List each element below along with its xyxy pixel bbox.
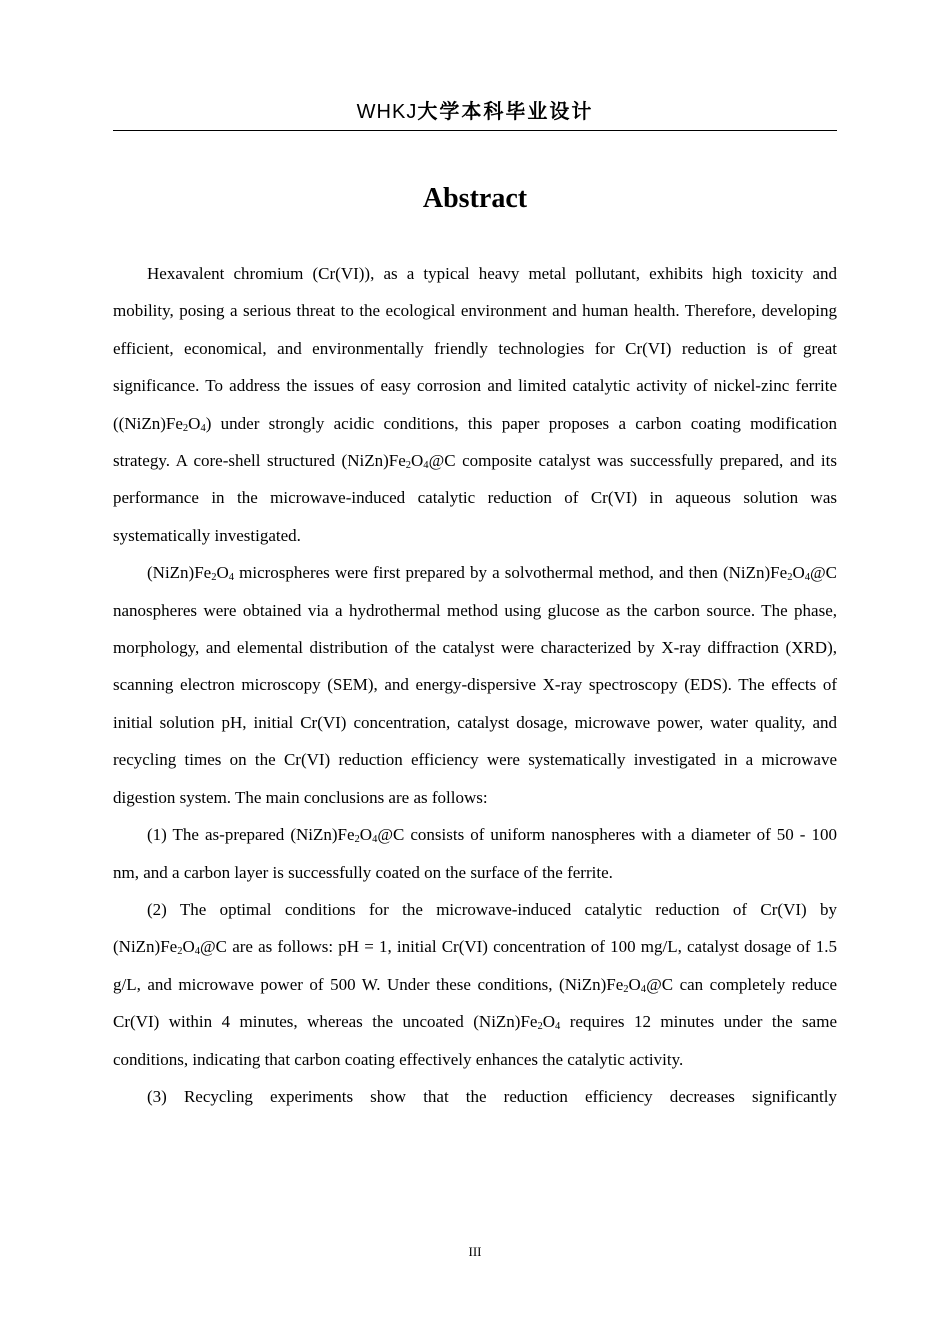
paragraph-1-text-1: Hexavalent chromium (Cr(VI)), as a typical heavy metal pollutant, exhibits high toxicity and mobility, posing a serious threat to the ecological environment and human health. Therefore, developing efficient, economical, and environmentally friendly technologies for Cr(VI) reduction is of great significance. To address the issues of easy corrosion and limited catalytic activity of nickel-zinc ferrite ( — [113, 264, 837, 433]
formula-part: (NiZn)Fe — [722, 563, 788, 583]
formula-part: O — [182, 937, 195, 957]
paragraph-4 — [113, 891, 837, 1078]
formula-subscript: 2 — [787, 572, 793, 584]
running-header — [0, 95, 950, 124]
formula-subscript: 2 — [182, 422, 189, 434]
paragraph-3-text-1: (1) The as-prepared — [147, 825, 291, 845]
formula-part: @C — [810, 563, 837, 583]
formula-part: (NiZn)Fe — [147, 563, 212, 583]
formula-part: (NiZn)Fe — [113, 937, 178, 957]
formula-subscript: 2 — [405, 459, 412, 471]
abstract-body — [113, 255, 837, 1115]
paragraph-2-text-1: microspheres were first prepared by a solvothermal method, and then — [234, 563, 723, 583]
paragraph-2 — [113, 554, 837, 816]
formula-subscript: 2 — [177, 946, 183, 958]
ferrite-formula — [473, 1012, 560, 1031]
composite-formula — [342, 451, 456, 470]
formula-part: O — [216, 563, 229, 583]
formula-part: O — [411, 451, 424, 471]
composite-formula — [559, 975, 673, 994]
formula-subscript: 2 — [354, 833, 360, 845]
paragraph-3 — [113, 816, 837, 891]
paragraph-5-text-1: (3) Recycling experiments show that the reduction efficiency decreases significantly — [147, 1086, 837, 1106]
paragraph-2-text-2: nanospheres were obtained via a hydrothermal method using glucose as the carbon source. The phase, morphology, and elemental distribution of the catalyst were characterized by X-ray diffraction (XRD), scanning electron microscopy (SEM), and energy-dispersive X-ray spectroscopy (EDS). The effects of initial solution pH, initial Cr(VI) concentration, catalyst dosage, microwave power, water quality, and recycling times on the Cr(VI) reduction efficiency were systematically investigated in a microwave digestion system. The main conclusions are as follows: — [113, 600, 837, 807]
formula-part: O — [188, 413, 201, 433]
header-prefix: WHKJ — [356, 101, 418, 123]
paragraph-4-text-1: (2) The optimal conditions for the microwave-induced catalytic reduction of Cr(VI) by — [147, 899, 837, 919]
formula-subscript: 4 — [640, 983, 647, 995]
header-title: 大学本科毕业设计 — [417, 99, 594, 123]
page-number: III — [468, 1244, 482, 1259]
ferrite-formula — [119, 414, 206, 433]
paragraph-1-text-3: composite catalyst was successfully prepared, and its performance in the microwave-induced catalytic reduction of Cr(VI) in aqueous solution was systematically investigated. — [113, 451, 837, 545]
ferrite-formula — [147, 563, 234, 582]
formula-subscript: 4 — [372, 833, 378, 845]
page-title: Abstract — [422, 183, 528, 214]
paragraph-4-text-4: requires 12 minutes under the same conditions, indicating that carbon coating effectively enhances the catalytic activity. — [113, 1012, 837, 1069]
paragraph-1-text-2: ) under strongly acidic conditions, this paper proposes a carbon coating modification strategy. A core-shell structured — [113, 413, 837, 471]
formula-subscript: 4 — [555, 1021, 561, 1033]
paragraph-5 — [113, 1078, 837, 1115]
formula-subscript: 2 — [623, 983, 629, 995]
formula-subscript: 2 — [537, 1021, 543, 1033]
formula-part: (NiZn)Fe — [118, 413, 183, 433]
formula-subscript: 4 — [804, 572, 810, 584]
formula-subscript: 4 — [228, 572, 235, 584]
formula-part: O — [792, 563, 805, 583]
formula-part: O — [628, 974, 641, 994]
formula-part: O — [542, 1012, 556, 1032]
composite-formula — [290, 825, 404, 844]
composite-formula — [113, 937, 227, 956]
paragraph-4-text-3: can completely reduce Cr(VI) within 4 minutes, whereas the uncoated — [113, 974, 837, 1032]
formula-subscript: 4 — [200, 422, 206, 434]
paragraph-1 — [113, 255, 837, 554]
formula-part: (NiZn)Fe — [473, 1012, 538, 1032]
formula-part: @C — [377, 825, 405, 845]
paragraph-3-text-2: consists of uniform nanospheres with a diameter of 50 - 100 nm, and a carbon layer is successfully coated on the surface of the ferrite. — [113, 825, 837, 882]
formula-part: @C — [200, 937, 228, 957]
composite-formula — [723, 563, 837, 582]
formula-part: @C — [428, 451, 456, 471]
formula-subscript: 4 — [194, 946, 201, 958]
formula-part: (NiZn)Fe — [290, 825, 355, 845]
paragraph-4-text-2: are as follows: pH = 1, initial Cr(VI) concentration of 100 mg/L, catalyst dosage of 1.5 g/L, and microwave power of 500 W. Under these conditions, — [113, 937, 837, 994]
formula-part: (NiZn)Fe — [341, 451, 406, 471]
formula-subscript: 4 — [423, 459, 429, 471]
formula-part: (NiZn)Fe — [559, 974, 624, 994]
formula-subscript: 2 — [211, 572, 217, 584]
formula-part: O — [359, 825, 373, 845]
header-divider — [113, 130, 837, 131]
formula-part: @C — [646, 974, 674, 994]
